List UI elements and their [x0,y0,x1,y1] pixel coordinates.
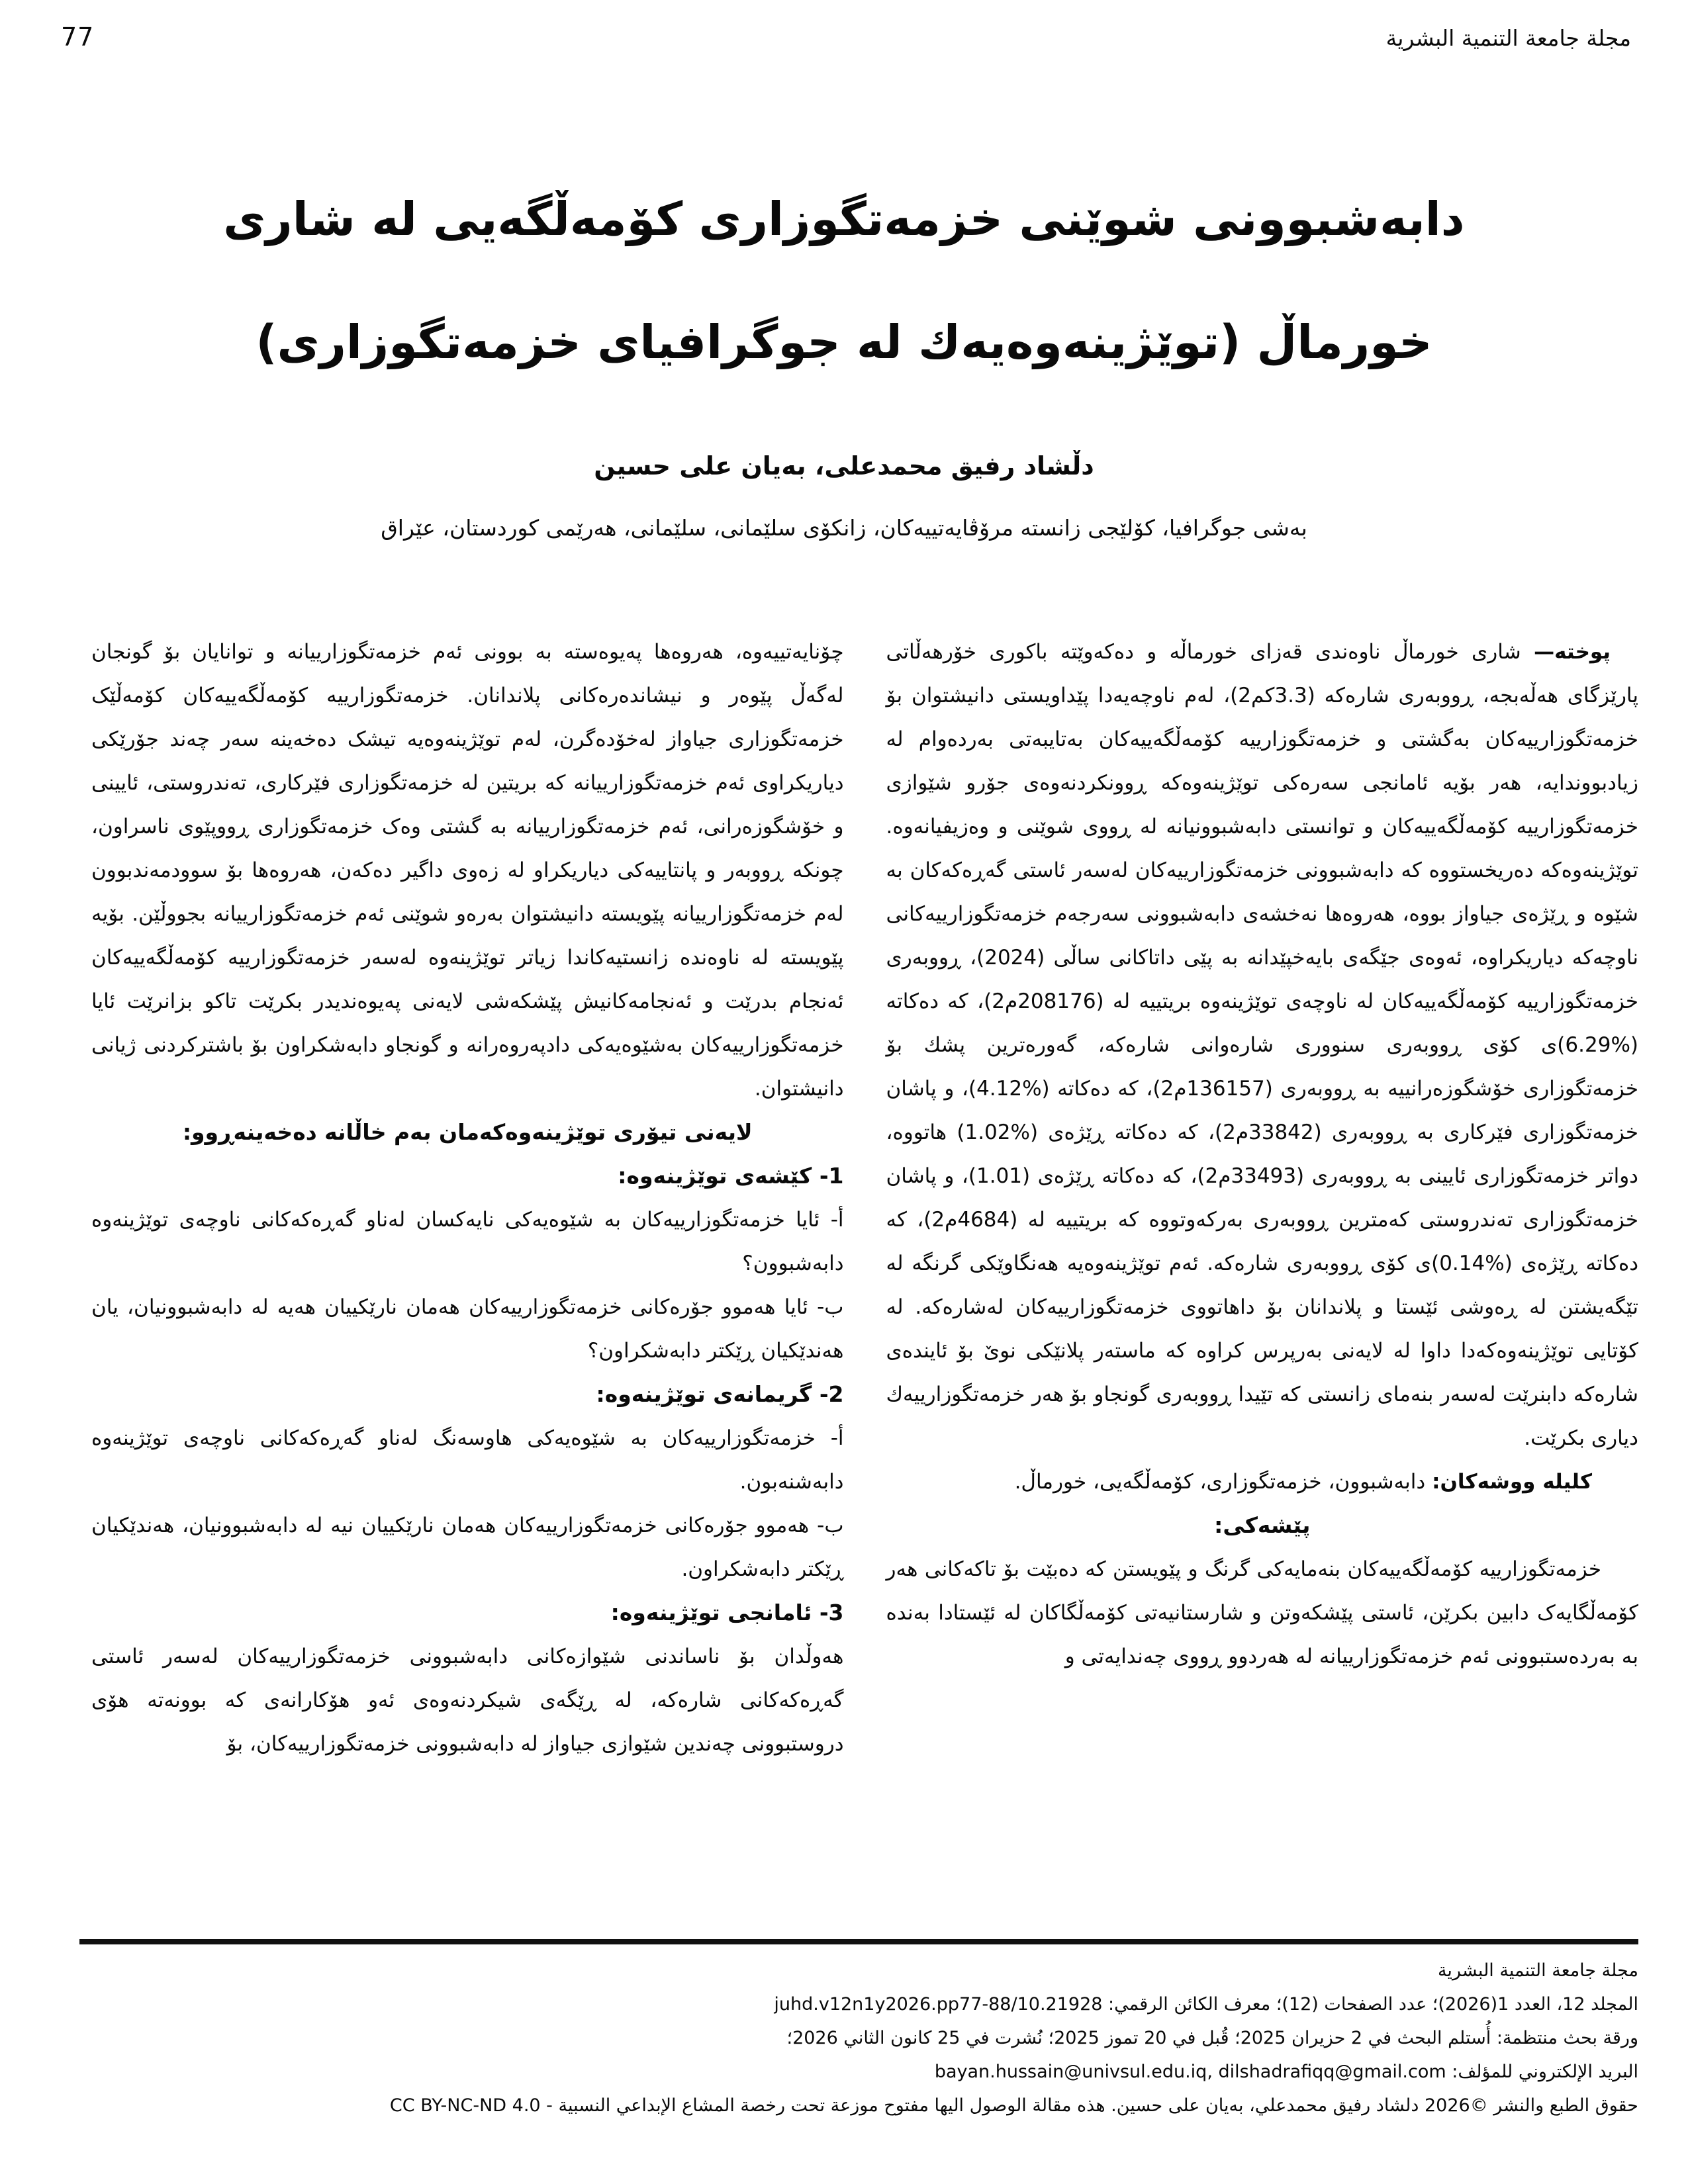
authors: دڵشاد رفیق محمدعلی، به‌یان علی حسین [594,451,1094,480]
footer-volume-doi-line: المجلد 12، العدد 1(2026)؛ عدد الصفحات (12)؛ معرف الكائن الرقمي: 10.21928/juhd.v12n1y2026.pp77-88 [774,1994,1638,2015]
section-3-heading: 3- ئامانجی توێژینه‌وه‌: [610,1600,844,1625]
theory-heading: لایه‌نی تیۆری توێژینه‌وه‌که‌مان به‌م خاڵانه‌ ده‌خه‌ینه‌ڕوو: [182,1119,753,1145]
section-2-item-a: أ- خزمه‌تگوزارییه‌کان به‌ شێوه‌یه‌کی هاوسه‌نگ له‌ناو گه‌ڕه‌که‌کانی ناوچه‌ی توێژینه‌وه‌ دابه‌شنه‌بون. [91,1426,844,1494]
footer-rule [79,1939,1638,1944]
section-2-heading: 2- گریمانه‌ی توێژینه‌وه‌: [596,1381,844,1407]
keywords-label: کلیله‌ ووشه‌کان: [1432,1470,1592,1494]
abstract-label: پوخته‌— [1534,640,1611,664]
continuation-paragraph: چۆنایه‌تییه‌وه‌، هه‌روه‌ها په‌یوه‌سته‌ به‌ بوونی ئه‌م خزمه‌تگوزارییانه‌ و توانایان بۆ گونجان له‌گه‌ڵ پێوه‌ر و نیشانده‌ره‌کانی پلاندانان. خزمه‌تگوزارییه‌ کۆمه‌ڵگه‌ییه‌کان کۆمه‌ڵێک خزمه‌تگوزاری جیاواز له‌خۆده‌گرن، له‌م توێژینه‌وه‌یه‌ تیشک ده‌خه‌ینه‌ سه‌ر چه‌ند جۆرێکی دیاریکراوی ئه‌م خزمه‌تگوزارییانه‌ که‌ بریتین له‌ خزمه‌تگوزاری فێرکاری، ته‌ندروستی، ئایینی و خۆشگوزه‌رانی، ئه‌م خزمه‌تگوزارییانه‌ به‌ گشتی وه‌ک خزمه‌تگوزاری ڕووپێوی ناسراون، چونکه‌ ڕووبه‌ر و پانتاییه‌کی دیاریکراو له‌ زه‌وی داگیر ده‌که‌ن، هه‌روه‌ها بۆ سوودمه‌ندبوون له‌م خزمه‌تگوزارییانه‌ پێویسته‌ دانیشتوان به‌ره‌و شوێنی ئه‌م خزمه‌تگوزارییانه‌ بجووڵێن. بۆیه‌ پێویسته‌ له‌ ناوه‌نده‌ زانستیه‌کاندا زیاتر توێژینه‌وه‌ له‌سه‌ر خزمه‌تگوزارییه‌ کۆمه‌ڵگه‌ییه‌کان ئه‌نجام بدرێت و ئه‌نجامه‌کانیش پێشکه‌شی لایه‌نی په‌یوه‌ندیدر بکرێت تاکو بزانرێت ئایا خزمه‌تگوزارییه‌کان به‌شێوه‌یه‌کی دادپه‌روه‌رانه‌ و گونجاو دابه‌شکراون بۆ باشترکردنی ژیانی دانیشتوان. [91,640,844,1101]
footer-dates-line: ورقة بحث منتظمة: أُستلم البحث في 2 حزيران 2025؛ قُبل في 20 تموز 2025؛ نُشرت في 25 كانون الثاني 2026؛ [786,2028,1638,2048]
section-1-heading: 1- کێشه‌ی توێژینه‌وه‌: [618,1163,844,1189]
article-title-line-2: خورماڵ (توێژینه‌وه‌یه‌ك له‌ جوگرافیای خزمه‌تگوزاری) [256,315,1432,369]
keywords-text: دابه‌شبوون، خزمه‌تگوزاری، کۆمه‌ڵگه‌یی، خورماڵ. [1014,1470,1432,1494]
journal-name-header: مجلة جامعة التنمية البشرية [1385,25,1631,51]
footer [79,1939,1638,2122]
abstract-text: شاری خورماڵ ناوه‌ندی قه‌زای خورماڵه‌ و ده‌که‌وێته‌ باکوری خۆرهه‌ڵاتی پارێزگای هه‌ڵه‌بجه‌، ڕووبه‌ری شاره‌که‌ (3.3کم2)، له‌م ناوچه‌یه‌دا پێداویستی دانیشتوان بۆ خزمه‌تگوزارییه‌کان به‌گشتی و خزمه‌تگوزارییه‌ کۆمه‌ڵگه‌ییه‌کان به‌تایبه‌تی به‌رده‌وام له‌ زیادبووندایه‌، هه‌ر بۆیه‌ ئامانجی سه‌ره‌کی توێژینه‌وه‌که‌ ڕوونکردنه‌وه‌ی جۆرو شێوازی خزمه‌تگوزارییه‌ کۆمه‌ڵگه‌ییه‌کان و توانستی دابه‌شبوونیانه‌ له‌ ڕووی شوێنی و وه‌زیفیانه‌وه‌. توێژینه‌وه‌که‌ ده‌ریخستووه‌ که‌ دابه‌شبوونی خزمه‌تگوزارییه‌کان له‌سه‌ر ئاستی گه‌ڕه‌که‌کان به‌ شێوه‌ و ڕێژه‌ی جیاواز بووه‌، هه‌روه‌ها نه‌خشه‌ی دابه‌شبوونی سه‌رجه‌م خزمه‌تگوزارییه‌کانی ناوچه‌که‌ دیاریکراوه‌، ئه‌وه‌ی جێگه‌ی بایه‌خپێدانه‌ به‌ پێی داتاکانی ساڵی (2024)، ڕووبه‌ری خزمه‌تگوزارییه‌ کۆمه‌ڵگه‌ییه‌کان له‌ ناوچه‌ی توێژینه‌وه‌ بریتییه‌ له‌ (208176م2)، که‌ ده‌کاته‌ (%6.29)ی کۆی ڕووبه‌ری سنووری شاره‌وانی شاره‌که‌، گه‌وره‌ترین پشك بۆ خزمه‌تگوزاری خۆشگوزه‌رانییه‌ به‌ ڕووبه‌ری (136157م2)، که‌ ده‌کاته‌ (%4.12)، و پاشان خزمه‌تگوزاری فێرکاری به‌ ڕووبه‌ری (33842م2)، که‌ ده‌کاته‌ ڕێژه‌ی (%1.02) هاتووه‌، دواتر خزمه‌تگوزاری ئایینی به‌ ڕووبه‌ری (33493م2)، که‌ ده‌کاته‌ ڕێژه‌ی (1.01)، و پاشان خزمه‌تگوزاری ته‌ندروستی که‌مترین ڕووبه‌ری به‌رکه‌وتووه‌ که‌ بریتییه‌ له‌ (4684م2)، که‌ ده‌کاته‌ ڕێژه‌ی (%0.14)ی کۆی ڕووبه‌ری شاره‌که‌. ئه‌م توێژینه‌وه‌یه‌ هه‌نگاوێکی گرنگه‌ له‌ تێگه‌یشتن له‌ ڕه‌وشی ئێستا و پلاندانان بۆ داهاتووی خزمه‌تگوزارییه‌کان له‌شاره‌که‌. له‌ کۆتایی توێژینه‌وه‌که‌دا داوا له‌ لایه‌نی به‌رپرس کراوه‌ که‌ ماسته‌ر پلانێکی نوێ بۆ ئاینده‌ی شاره‌که‌ دابنرێت له‌سه‌ر بنه‌مای زانستی که‌ تێیدا ڕووبه‌ری گونجاو بۆ هه‌ر خزمه‌تگوزارییه‌ك دیاری بکرێت. [886,640,1638,1450]
footer-copyright-line: حقوق الطبع والنشر ©2026 دلشاد رفيق محمدعلي، به‌یان علی حسین. هذه مقالة الوصول اليها مفتوح موزعة تحت رخصة المشاع الإبداعي النسبية - CC BY-NC-ND 4.0 [389,2095,1638,2116]
section-2-item-b: ب- هه‌موو جۆره‌کانی خزمه‌تگوزارییه‌کان هه‌مان نارێکییان نیه‌ له‌ دابه‌شبوونیان، هه‌ندێکیان ڕێکتر دابه‌شکراون. [91,1514,844,1581]
column-left [91,630,844,1766]
section-1-item-b: ب- ئایا هه‌موو جۆره‌کانی خزمه‌تگوزارییه‌کان هه‌مان نارێکییان هه‌یه‌ له‌ دابه‌شبوونیان، یان هه‌ندێکیان ڕێکتر دابه‌شکراون؟ [91,1295,844,1363]
article-title-line-1: دابه‌شبوونی شوێنی خزمه‌تگوزاری کۆمه‌ڵگه‌یی له‌ شاری [223,192,1465,246]
affiliation: به‌شی جوگرافیا، کۆلێجی زانسته‌ مرۆڤایه‌تییه‌کان، زانکۆی سلێمانی، سلێمانی، هه‌رێمی کوردستان، عێراق [381,515,1307,541]
body-columns [91,630,1638,1766]
section-3-paragraph: هه‌وڵدان بۆ ناساندنی شێوازه‌کانی دابه‌شبوونی خزمه‌تگوزارییه‌کان له‌سه‌ر ئاستی گه‌ڕه‌که‌کانی شاره‌که‌، له‌ ڕێگه‌ی شیکردنه‌وه‌ی ئه‌و هۆکارانه‌ی که‌ بوونه‌ته‌ هۆی دروستبوونی چه‌ندین شێوازی جیاواز له‌ دابه‌شبوونی خزمه‌تگوزارییه‌کان، بۆ [91,1645,844,1756]
keywords-line [886,1460,1639,1504]
footer-journal-line: مجلة جامعة التنمية البشرية [1437,1960,1638,1981]
column-right [886,630,1639,1678]
article-title [93,158,1595,404]
introduction-heading: پێشه‌کی: [1214,1512,1311,1538]
page-number: 77 [61,23,95,52]
section-1-item-a: أ- ئایا خزمه‌تگوزارییه‌کان به‌ شێوه‌یه‌کی نایه‌کسان له‌ناو گه‌ڕه‌که‌کانی ناوچه‌ی توێژینه‌وه‌ دابه‌شبوون؟ [91,1208,844,1275]
footer-email-line: البريد الإلكتروني للمؤلف: bayan.hussain@univsul.edu.iq, dilshadrafiqq@gmail.com [934,2062,1638,2082]
abstract-paragraph [886,630,1639,1460]
introduction-paragraph: خزمه‌تگوزارییه‌ کۆمه‌ڵگه‌ییه‌کان بنه‌مایه‌کی گرنگ و پێویستن که‌ ده‌بێت بۆ تاکه‌کانی هه‌ر کۆمه‌ڵگایه‌ک دابین بکرێن، ئاستی پێشکه‌وتن و شارستانیه‌تی کۆمه‌ڵگاکان له‌ ئێستادا به‌نده‌ به‌ به‌رده‌ستبوونی ئه‌م خزمه‌تگوزارییانه‌ له‌ هه‌ردوو ڕووی چه‌ندایه‌تی و [886,1557,1638,1668]
